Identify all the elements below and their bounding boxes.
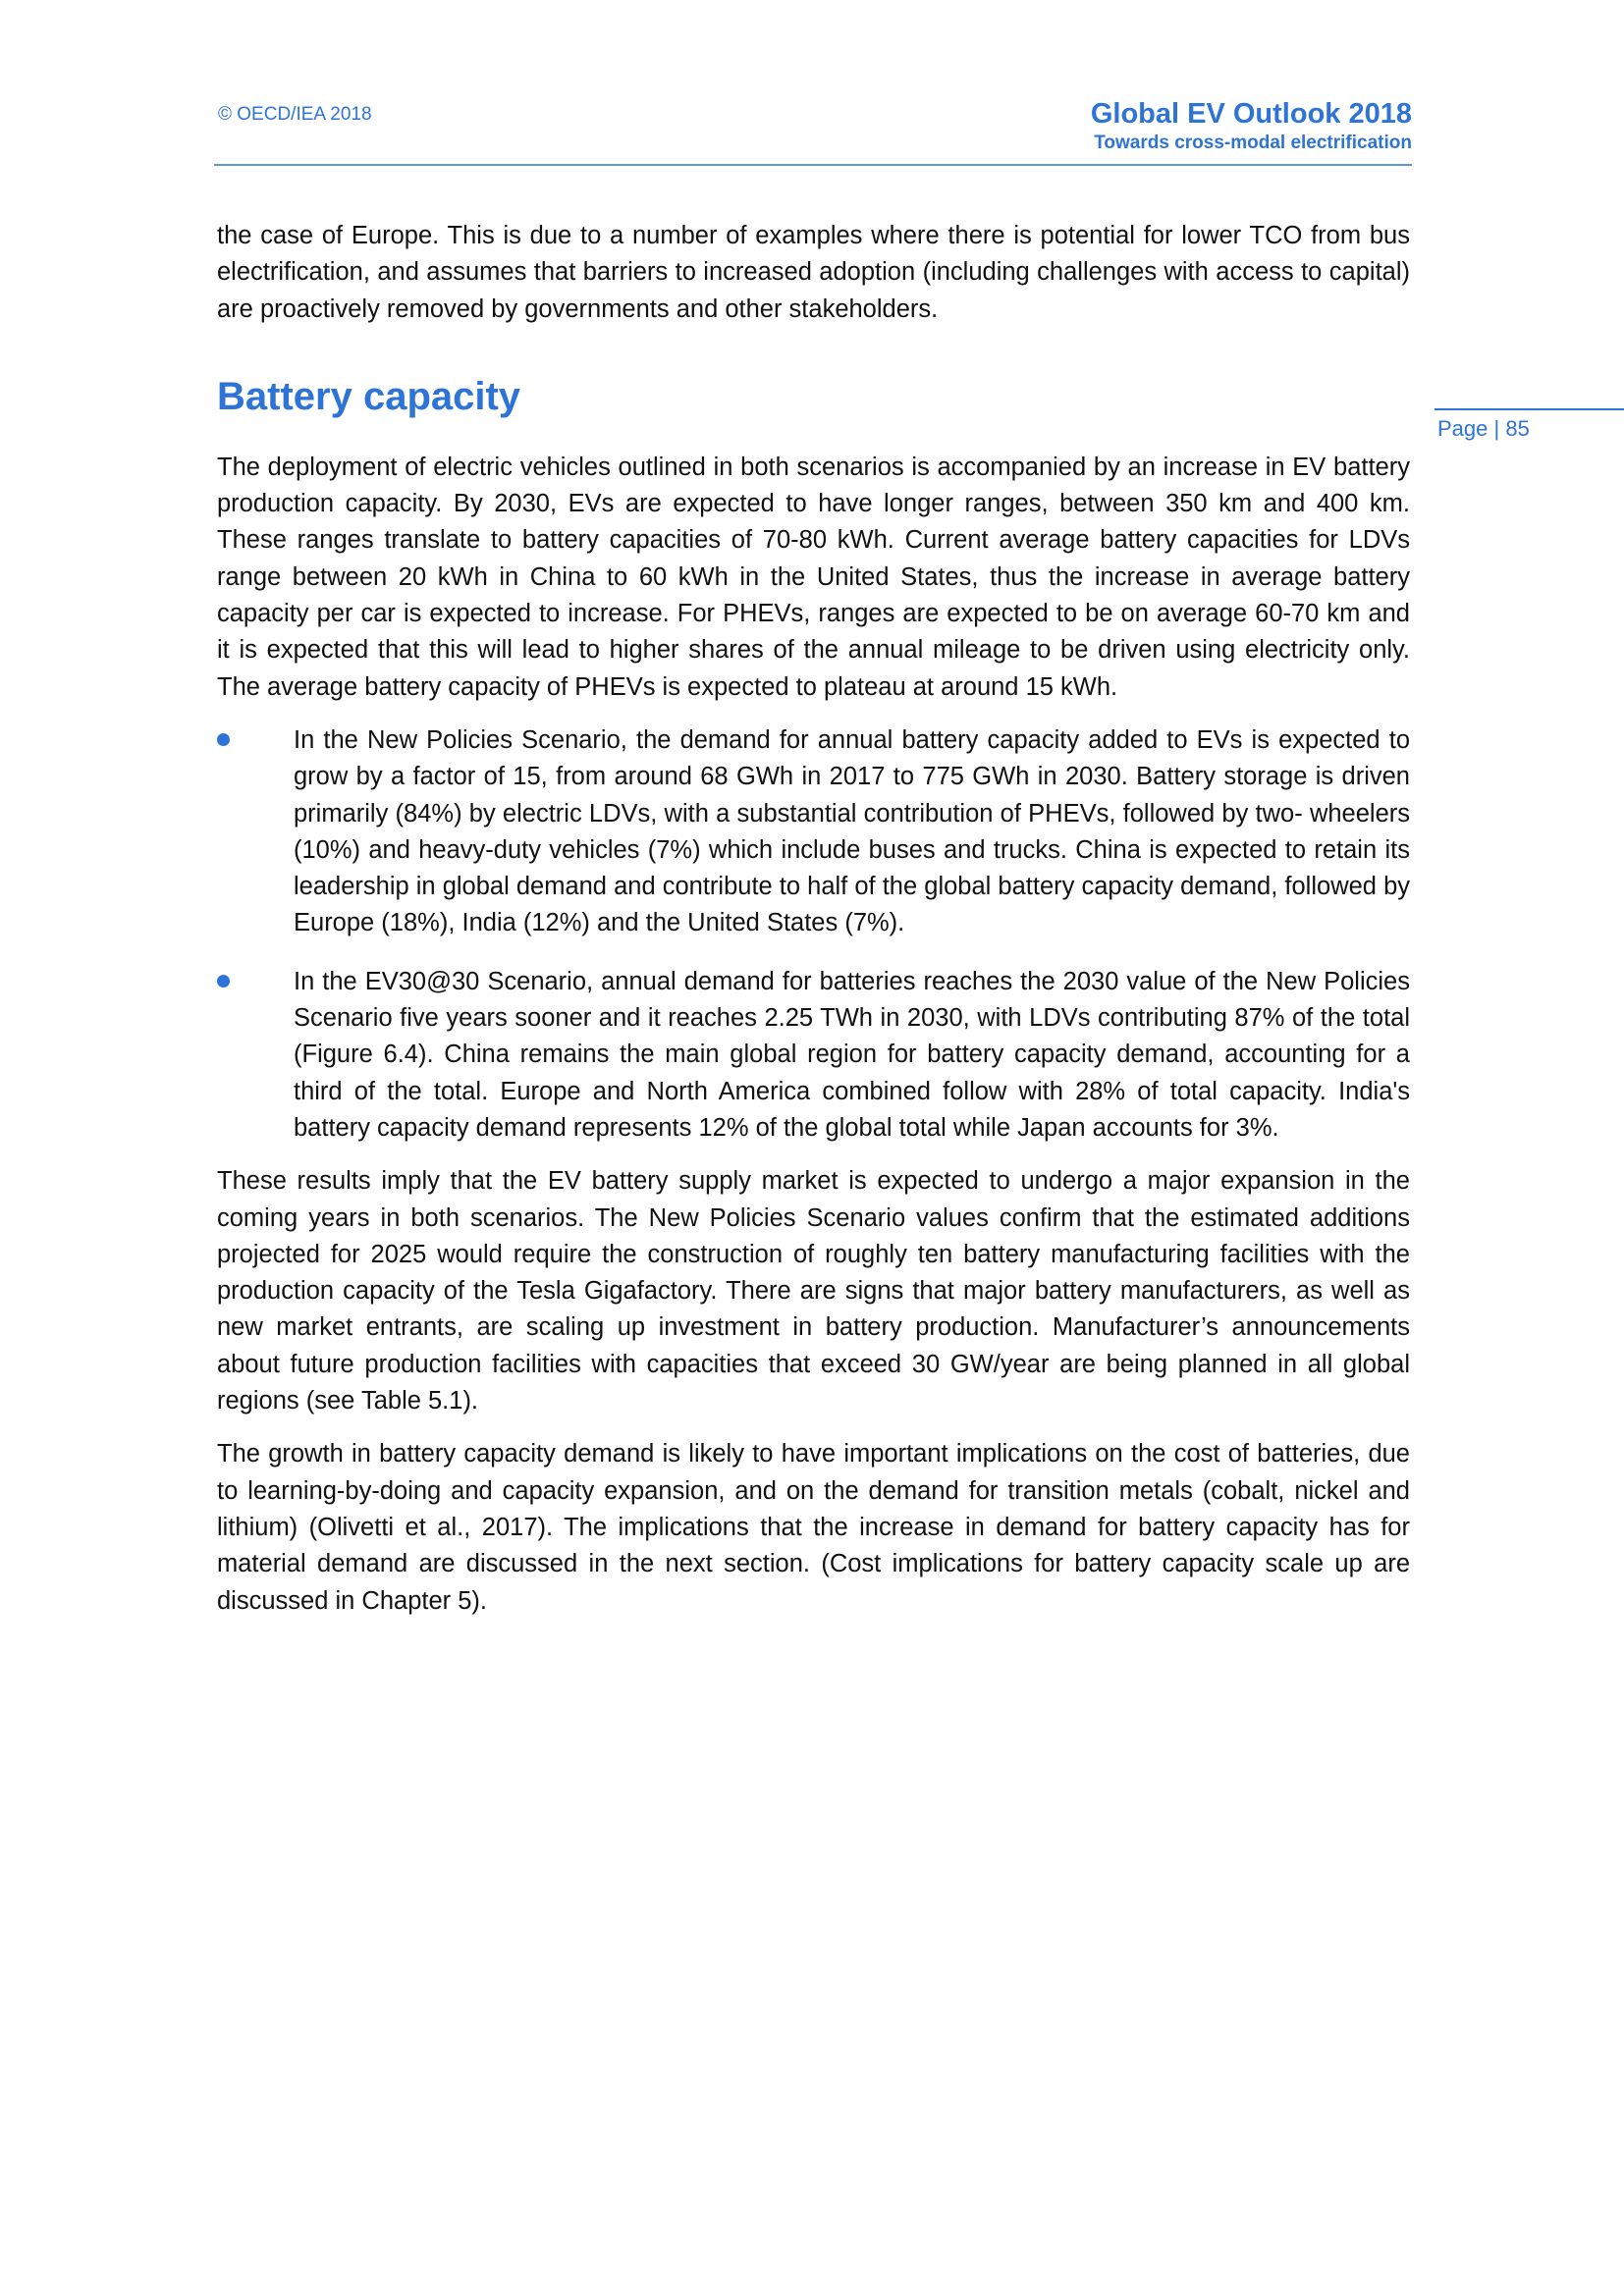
document-title: Global EV Outlook 2018 xyxy=(1090,98,1412,130)
page-number: 85 xyxy=(1505,416,1530,441)
body-paragraph-2: These results imply that the EV battery supply market is expected to undergo a major expansion in the coming years in both scenarios. The New Policies Scenario values confirm that the estimated additions projected for 2025 would require the construction of roughly ten battery manufacturing facilities with the production capacity of the Tesla Gigafactory. There are signs that major battery manufacturers, as well as new market entrants, are scaling up investment in battery production. Manufacturer’s announcements about future production facilities with capacities that exceed 30 GW/year are being planned in all global regions (see Table 5.1). xyxy=(217,1167,1410,1415)
body-paragraph-3: The growth in battery capacity demand is likely to have important implications on the cost of batteries, due to learning-by-doing and capacity expansion, and on the demand for transition metals (cobalt, nickel and lithium) (Olivetti et al., 2017). The implications that the increase in demand for battery capacity has for material demand are discussed in the next section. (Cost implications for battery capacity scale up are discussed in Chapter 5). xyxy=(217,1440,1410,1615)
bullet-list xyxy=(217,722,1410,1147)
bullet-text: In the EV30@30 Scenario, annual demand for batteries reaches the 2030 value of the New Policies Scenario five years sooner and it reaches 2.25 TWh in 2030, with LDVs contributing 87% of the total (Figure 6.4). China remains the main global region for battery capacity demand, accounting for a third of the total. Europe and North America combined follow with 28% of total capacity. India's battery capacity demand represents 12% of the global total while Japan accounts for 3%. xyxy=(294,967,1410,1142)
page-number-marker xyxy=(1437,416,1530,442)
body-paragraph-1: The deployment of electric vehicles outlined in both scenarios is accompanied by an increase in EV battery production capacity. By 2030, EVs are expected to have longer ranges, between 350 km and 400 km. These ranges translate to battery capacities of 70-80 kWh. Current average battery capacities for LDVs range between 20 kWh in China to 60 kWh in the United States, thus the increase in average battery capacity per car is expected to increase. For PHEVs, ranges are expected to be on average 60-70 km and it is expected that this will lead to higher shares of the annual mileage to be driven using electricity only. The average battery capacity of PHEVs is expected to plateau at around 15 kWh. xyxy=(217,453,1410,701)
bullet-icon xyxy=(217,975,230,988)
bullet-text: In the New Policies Scenario, the demand for annual battery capacity added to EVs is expected to grow by a factor of 15, from around 68 GWh in 2017 to 775 GWh in 2030. Battery storage is driven primarily (84%) by electric LDVs, with a substantial contribution of PHEVs, followed by two- wheelers (10%) and heavy-duty vehicles (7%) which include buses and trucks. China is expected to retain its leadership in global demand and contribute to half of the global battery capacity demand, followed by Europe (18%), India (12%) and the United States (7%). xyxy=(294,725,1410,937)
intro-paragraph: the case of Europe. This is due to a number of examples where there is potential for lower TCO from bus electrification, and assumes that barriers to increased adoption (including challenges with access to capital) are proactively removed by governments and other stakeholders. xyxy=(217,222,1410,323)
main-content xyxy=(217,218,1410,1620)
page-separator: | xyxy=(1493,416,1500,441)
page-label: Page xyxy=(1437,416,1489,441)
bullet-icon xyxy=(217,733,230,746)
page-marker-divider xyxy=(1435,408,1624,410)
header-divider xyxy=(214,164,1412,166)
list-item xyxy=(217,722,1410,942)
copyright-text: © OECD/IEA 2018 xyxy=(218,104,372,125)
section-heading: Battery capacity xyxy=(217,374,521,418)
chapter-subtitle: Towards cross-modal electrification xyxy=(1094,133,1412,153)
running-header xyxy=(1091,96,1412,155)
list-item xyxy=(217,964,1410,1147)
